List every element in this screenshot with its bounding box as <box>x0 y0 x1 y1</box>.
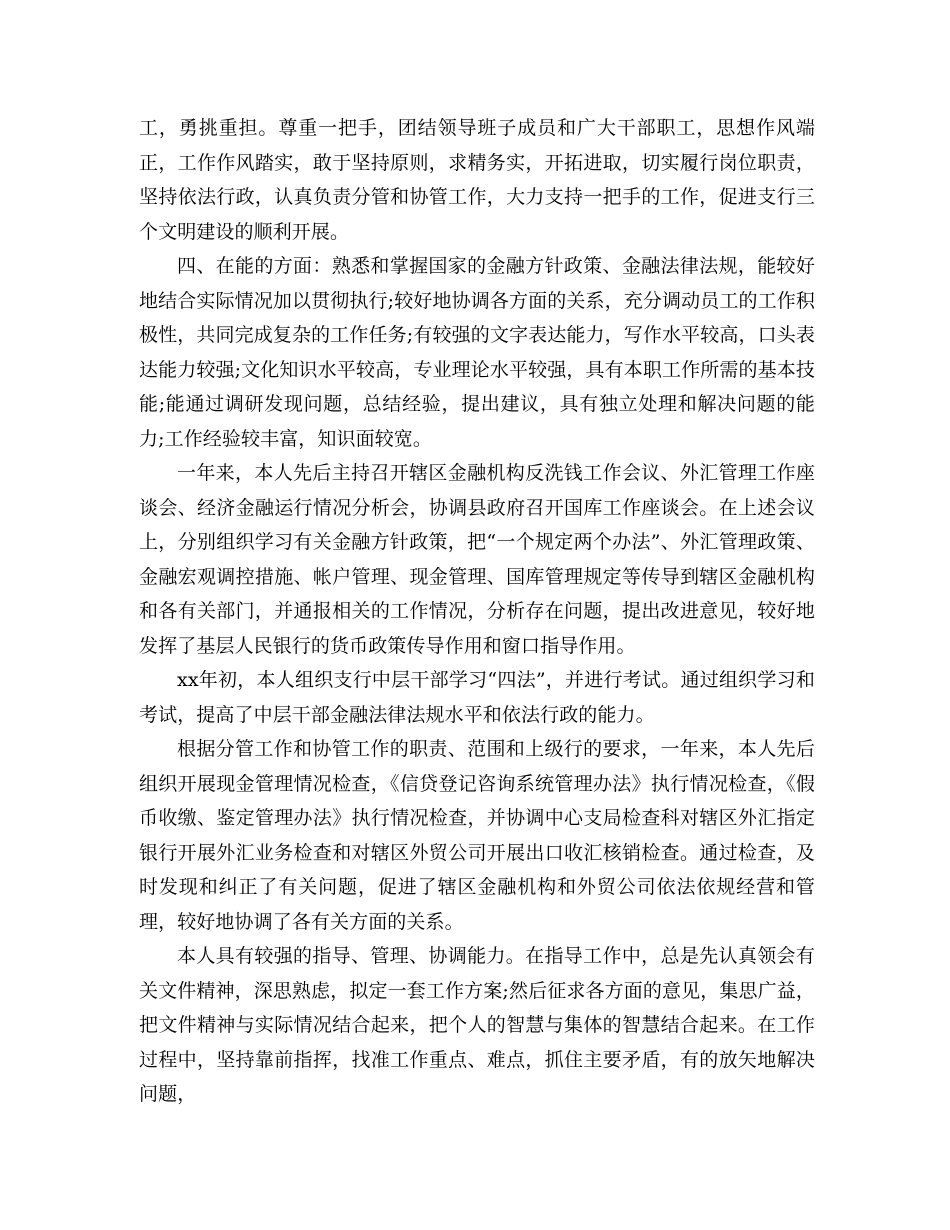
paragraph-ability: 四、在能的方面：熟悉和掌握国家的金融方针政策、金融法律法规，能较好地结合实际情况加以贯彻执行;较好地协调各方面的关系，充分调动员工的工作积极性，共同完成复杂的工作任务;有较强的文字表达能力，写作水平较高，口头表达能力较强;文化知识水平较高，专业理论水平较强，具有本职工作所需的基本技能;能通过调研发现问题，总结经验，提出建议，具有独立处理和解决问题的能力;工作经验较丰富，知识面较宽。 <box>139 255 815 450</box>
paragraph-study: xx年初，本人组织支行中层干部学习“四法”，并进行考试。通过组织学习和考试，提高了中层干部金融法律法规水平和依法行政的能力。 <box>139 669 815 726</box>
document-body <box>139 111 815 1112</box>
paragraph-inspections: 根据分管工作和协管工作的职责、范围和上级行的要求，一年来，本人先后组织开展现金管理情况检查，《信贷登记咨询系统管理办法》执行情况检查，《假币收缴、鉴定管理办法》执行情况检查，并协调中心支局检查科对辖区外汇指定银行开展外汇业务检查和对辖区外贸公司开展出口收汇核销检查。通过检查，及时发现和纠正了有关问题，促进了辖区金融机构和外贸公司依法依规经营和管理，较好地协调了各有关方面的关系。 <box>139 738 815 933</box>
paragraph-coordination: 本人具有较强的指导、管理、协调能力。在指导工作中，总是先认真领会有关文件精神，深思熟虑，拟定一套工作方案;然后征求各方面的意见，集思广益，把文件精神与实际情况结合起来，把个人的智慧与集体的智慧结合起来。在工作过程中，坚持靠前指挥，找准工作重点、难点，抓住主要矛盾，有的放矢地解决问题， <box>139 945 815 1105</box>
paragraph-meetings: 一年来，本人先后主持召开辖区金融机构反洗钱工作会议、外汇管理工作座谈会、经济金融运行情况分析会，协调县政府召开国库工作座谈会。在上述会议上，分别组织学习有关金融方针政策，把“一个规定两个办法”、外汇管理政策、金融宏观调控措施、帐户管理、现金管理、国库管理规定等传导到辖区金融机构和各有关部门，并通报相关的工作情况，分析存在问题，提出改进意见，较好地发挥了基层人民银行的货币政策传导作用和窗口指导作用。 <box>139 462 815 657</box>
paragraph-continued: 工，勇挑重担。尊重一把手，团结领导班子成员和广大干部职工，思想作风端正，工作作风踏实，敢于坚持原则，求精务实，开拓进取，切实履行岗位职责，坚持依法行政，认真负责分管和协管工作，大力支持一把手的工作，促进支行三个文明建设的顺利开展。 <box>139 117 815 243</box>
